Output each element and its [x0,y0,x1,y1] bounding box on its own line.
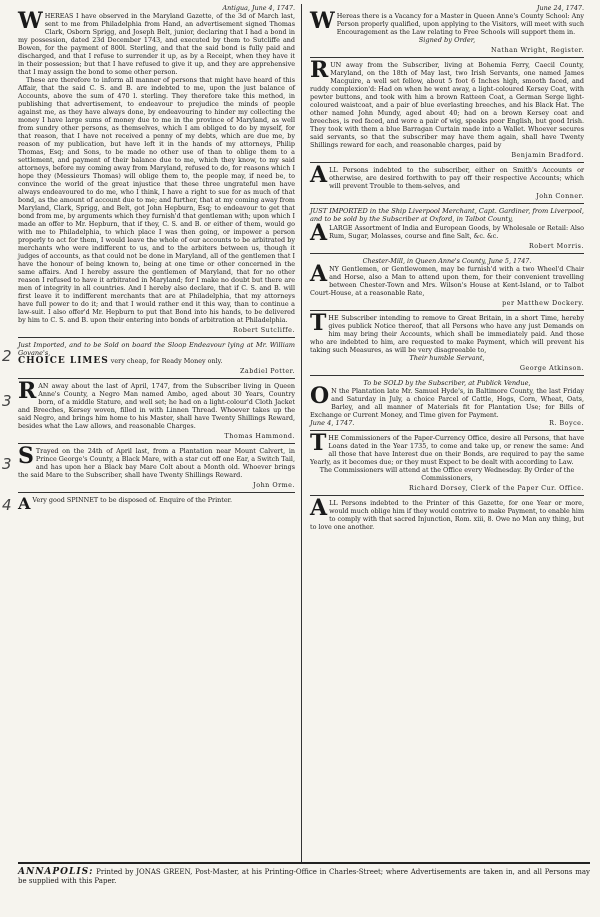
notice-paragraph: These are therefore to inform all manner of persons that might have heard of this Affair, that the said C. S. and B. are indebted to me, upon the just balance of Accounts, above the sum of 470 l. sterling. They therefore take this method, in publishing that advertisement, to endeavour to prejudice the minds of people against me, as they have always done, by endeavouring to hinder my collecting the money I have large sums of money due to me in the province of Maryland, as well from sundry other persons, as themselves, which I am obliged to do by myself, for that reason, that I have not received a penny of my debts, which are due me, by reason of my publication, but have left it in the hands of my attorneys, Philip Thomas, Esq; and Sons, to be made no other use of than to oblige them to a settlement, and payment of their balance due to me, which they know, to my said attorneys, before my coming away from Maryland, refused to do, for reasons which I hope they (Messieurs Thomas) will oblige them to, the people may, if need be, to convince the world of the great injustice that these three ungrateful men have always endeavoured to do me, who I think, I have a right to sue for as much of that bond, as the amount of account due to me; and further, that at my coming away from Maryland, Clark, Sprigg, and Belt, got John Hepburn, Esq; to endeavour to get that bond from me, by arguments which they furnish'd that gentleman with; upon which I made an offer to Mr. Hepburn, that if they, C. S. and B. or either of them, would go with me to Philadelphia, to which place I was then going, or impower a person properly to act for them, I would leave the whole of our accounts to be arbitrated by merchants who were indifferent to us, and to the arbiters between us, though it judges of accounts, as that could not be done in Maryland, all of the gentlemen that I have the honour of being known to, being at one time or other concerned in the same affairs. And I hereby assure the gentlemen of Maryland, that for no other reason I refused to have it arbitrated in Maryland; for I make no doubt but there are men of integrity in all countries. And I hereby also declare, that if C. S. and B. will first leave it to indifferent merchants that are at Philadelphia, that my attorneys have full power to do it; and that I would rather end it this way, than to continue a law-suit. I also offer'd Mr. Hepburn to put that Bond into his hands, to be delivered by him to C. S. and B. upon their entering into bonds of arbitration at Philadelphia. [18,76,295,324]
handwritten-mark: 4 [2,496,12,515]
imprint-footer [18,862,590,886]
boyce-advert [310,379,584,427]
drop-cap: O [310,383,330,410]
divider [310,310,584,311]
divider [310,375,584,376]
advert-lead: JUST IMPORTED in the Ship Liverpool Merchant, Capt. Gardiner, from Liverpool, and to be sold by the Subscriber at Oxford, in Talbot County, [310,207,584,224]
drop-cap: S [18,443,34,470]
closing: Their humble Servant, [409,353,485,362]
signature: per Matthew Dockery. [502,298,584,307]
printer-notice [310,495,584,532]
notice-paragraph: HEREAS I have observed in the Maryland Gazette, of the 3d of March last, sent to me from Philadelphia from Hand, an advertisement signed Thomas Clark, Osborn Sprigg, and Joseph Belt, junior, declaring that I had a bond in my possession, dated 23d December 1743, and executed by them to Sutcliffe and Bowen, for the payment of 800l. Sterling, and that the said bond is fully paid and discharged, and that I refuse to surrender it up, as by a Receipt, when they have it in their possession; but that I have refused to give it up, and they are apprehensive that I may assign the bond to some other person. [18,12,295,76]
drop-cap: W [310,8,335,34]
spinnet-advert [2,494,295,515]
advert-text: AN away about the last of April, 1747, from the Subscriber living in Queen Anne's County, a Negro Man named Ambo, aged about 30 Years, Country born, of a middle Stature, and well set; he had on a light-colour'd Cloth Jacket and Breeches, Kersey woven, filled in with Linnen Thread. Whoever takes up the said Negro, and brings him home to his Master, shall have Twenty Shillings Reward, besides what the Law allows, and reasonable Charges. [18,382,295,431]
handwritten-mark: 3 [2,455,12,474]
handwritten-mark: 2 [2,347,12,365]
dockery-advert [310,257,584,307]
divider [18,443,295,444]
columns [2,4,592,862]
advert-text: HE Subscriber intending to remove to Great Britain, in a short Time, hereby gives publick Notice thereof, that all Persons who have any just Demands on him may bring their Accounts, which shall be immediately paid. And those who are indebted to him, are requested to make Payment, which will prevent his taking such Measures, as will be very disagreeable to, [310,313,584,354]
signature: Robert Morris. [528,241,584,250]
right-column [301,4,584,862]
drop-cap: T [310,309,327,336]
signature: Thomas Hammond. [224,432,295,441]
advert-text: N the Plantation late Mr. Samuel Hyde's, in Baltimore County, the last Friday and Saturday in July, a choice Parcel of Cattle, Hogs, Corn, Wheat, Oats, Barley, and all manner of Materials fit for Plantation Use; for Bills of Exchange or Current Money, and Time given for Payment. [310,387,584,420]
divider [310,495,584,496]
morris-advert [310,207,584,249]
divider [18,337,295,338]
orme-advert [2,443,295,490]
divider [310,430,584,431]
advert-text: Very good SPINNET to be disposed of. Enquire of the Printer. [32,496,233,505]
advert-text: NY Gentlemen, or Gentlewomen, may be furnish'd with a two Wheel'd Chair and Horse, also a Man to attend upon them, for their convenient travelling between Chester-Town and Mrs. Wilson's House at Kent-Island, or to Talbot Court-House, at a reasonable Rate, [310,264,584,297]
advert-text: Hereas there is a Vacancy for a Master in Queen Anne's County School: Any Person properly qualified, upon applying to the Visitors, will meet with such Encouragement as the Law relating to Free Schools will support them in. [336,12,584,36]
dateline: Chester-Mill, in Queen Anne's County, June 5, 1747. [362,256,532,265]
signature: Benjamin Bradford. [511,151,584,160]
drop-cap: A [18,494,31,514]
commissioners-notice [310,430,584,493]
advert-text: very cheap, for Ready Money only. [110,357,223,366]
signature: George Atkinson. [519,363,584,372]
advert-text: Trayed on the 24th of April last, from a Plantation near Mount Calvert, in Prince George's County, a Black Mare, with a star cut off one Ear, a Switch Tail, and has upon her a Black bay Mare Colt about a Month old. Whoever brings the said Mare to the Subscriber, shall have Twenty Shillings Reward. [18,447,295,480]
divider [310,162,584,163]
divider [18,378,295,379]
atkinson-advert [310,309,584,372]
notice-text: HE Commissioners of the Paper-Currency Office, desire all Persons, that have Loans dated in the Year 1735, to come and take up, or renew the same: And all those that have Interest due on their Bonds, are required to pay the same Yearly, as it becomes due; or they must Expect to be dealt with according to Law. [310,434,584,467]
limes-advert [2,341,295,376]
signature: Nathan Wright, Register. [490,46,584,55]
divider [310,253,584,254]
divider [18,492,295,493]
drop-cap: W [18,8,43,34]
divider [310,57,584,58]
conner-advert [310,162,584,201]
bradford-advert [310,57,584,160]
divider [310,203,584,204]
advert-headline: CHOICE LIMES [18,356,109,367]
dateline: Antigua, June 4, 1747. [222,4,295,12]
signature: John Orme. [253,481,295,490]
notice-text: LL Persons indebted to the Printer of this Gazette, for one Year or more, would much oblige him if they would contrive to make Payment, to enable him to comply with that sacred Injunction, Rom. xiii, 8. Owe no Man any thing, but to love one another. [310,499,584,532]
drop-cap: T [310,430,327,457]
notice-text-2: The Commissioners will attend at the Office every Wednesday. By Order of the Commissioners, [319,466,575,483]
drop-cap: A [310,219,328,246]
imprint-text: Printed by JONAS GREEN, Post-Master, at his Printing-Office in Charles-Street; where Advertisements are taken in, and all Persons may be supplied with this Paper. [18,868,590,885]
date: June 4, 1747. [310,419,355,428]
imprint-city: ANNAPOLIS: [18,867,94,877]
handwritten-mark: 3 [2,392,12,411]
advert-lead: Just Imported, and to be Sold on board the Sloop Endeavour lying at Mr. William Govane's, [18,341,295,358]
advert-text: UN away from the Subscriber, living at Bohemia Ferry, Caecil County, Maryland, on the 18th of May last, two Irish Servants, one named James Macguire, a well set fellow, about 5 foot 6 Inches high, smooth faced, and ruddy complexion'd: Had on when he went away, a light-coloured Kersey Coat, with pewter buttons, and took with him a brown Ratteen Coat, a German Serge light-coloured waistcoat, and a pair of blue everlasting breeches, and his Black Hat. The other named John Mundy, aged about 40; had on a brown Kersey coat and breeches, is red faced, and wore a pair of wig, speaks poor English, but good Irish. They took with them a blue Barragan Curtain made into a Wallet. Whoever secures said servants, so that the subscriber may have them again, shall have Twenty Shillings reward for each, and reasonable charges, paid by [310,61,584,150]
signature: Richard Dorsey, Clerk of the Paper Cur. Office. [409,484,584,493]
drop-cap: A [310,495,328,522]
hammond-advert [2,378,295,441]
by-order: Signed by Order, [418,36,476,44]
drop-cap: A [310,260,328,287]
drop-cap: A [310,162,328,189]
signature: John Conner. [536,192,584,201]
advert-text: LL Persons indebted to the subscriber, either on Smith's Accounts or otherwise, are desired forthwith to pay off their respective Accounts; which will prevent Trouble to them-selves, and [329,166,584,191]
drop-cap: R [18,378,37,405]
signature: R. Boyce. [549,419,584,428]
left-column [2,4,301,862]
signature: Robert Sutcliffe. [233,326,295,334]
advert-lead: To be SOLD by the Subscriber, at Publick Vendue, [363,378,531,387]
drop-cap: R [310,57,329,84]
advert-text: LARGE Assortment of India and European Goods, by Wholesale or Retail: Also Rum, Sugar, Molasses, course and fine Salt, &c. &c. [329,223,584,240]
dateline: June 24, 1747. [536,4,584,12]
sutcliffe-notice [18,4,295,334]
master-advert [310,4,584,54]
signature: Zabdiel Potter. [239,367,295,376]
